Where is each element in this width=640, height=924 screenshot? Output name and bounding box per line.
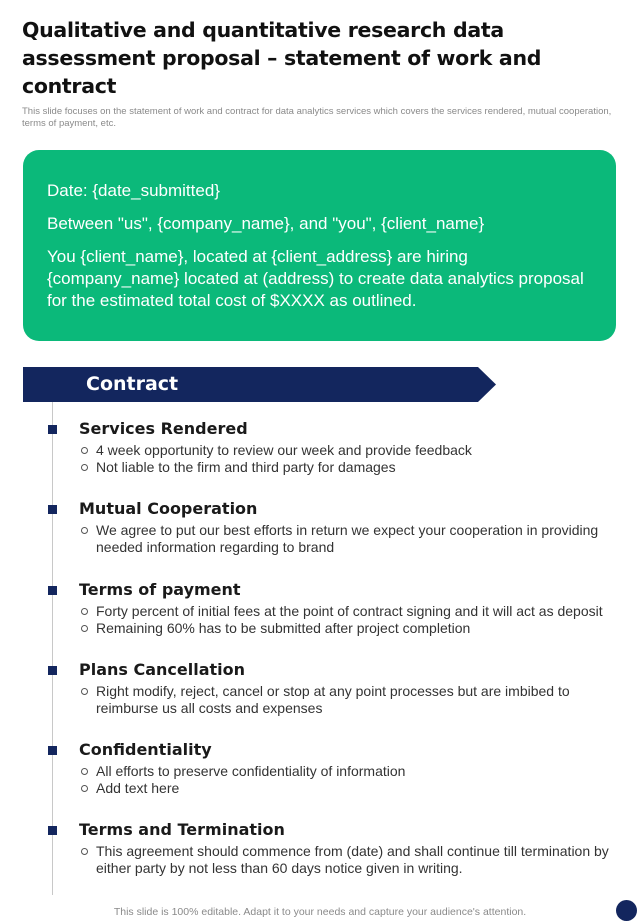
section-list [79, 522, 619, 556]
section-heading: Plans Cancellation [79, 660, 246, 679]
circle-bullet-icon [81, 464, 88, 471]
list-item-text: Add text here [96, 780, 180, 796]
section-heading: Terms and Termination [79, 820, 285, 839]
section-list [79, 442, 619, 476]
list-item-text: We agree to put our best efforts in return we expect your cooperation in providing needed information regarding to brand [96, 522, 599, 555]
circle-bullet-icon [81, 848, 88, 855]
section-marker [48, 746, 57, 755]
section-heading: Terms of payment [79, 580, 241, 599]
section-marker [48, 505, 57, 514]
circle-bullet-icon [81, 527, 88, 534]
list-item [79, 603, 619, 620]
section-marker [48, 826, 57, 835]
list-item [79, 763, 619, 780]
list-item [79, 780, 619, 797]
list-item [79, 620, 619, 637]
parties-line: Between "us", {company_name}, and "you", {client_name} [47, 214, 485, 233]
date-line: Date: {date_submitted} [47, 181, 220, 200]
section-heading: Confidentiality [79, 740, 212, 759]
circle-bullet-icon [81, 447, 88, 454]
list-item-text: Forty percent of initial fees at the point of contract signing and it will act as deposit [96, 603, 603, 619]
circle-bullet-icon [81, 688, 88, 695]
intro-body: You {client_name}, located at {client_address} are hiring {company_name} located at (address) to create data analytics proposal for the estimated total cost of $XXXX as outlined. [47, 247, 584, 310]
page-subtitle: This slide focuses on the statement of work and contract for data analytics services which covers the services rendered, mutual cooperation, terms of payment, etc. [22, 106, 612, 129]
section-heading: Mutual Cooperation [79, 499, 258, 518]
list-item-text: Right modify, reject, cancel or stop at any point processes but are imbibed to reimburse us all costs and expenses [96, 683, 570, 716]
corner-dot-icon [616, 900, 637, 921]
circle-bullet-icon [81, 608, 88, 615]
list-item-text: All efforts to preserve confidentiality of information [96, 763, 406, 779]
section-marker [48, 425, 57, 434]
list-item-text: Remaining 60% has to be submitted after project completion [96, 620, 471, 636]
list-item [79, 442, 619, 459]
page-title: Qualitative and quantitative research data assessment proposal – statement of work and contract [22, 18, 542, 98]
section-heading: Services Rendered [79, 419, 248, 438]
circle-bullet-icon [81, 785, 88, 792]
list-item [79, 683, 619, 717]
list-item [79, 843, 619, 877]
footer-note: This slide is 100% editable. Adapt it to your needs and capture your audience's attention. [113, 906, 527, 918]
circle-bullet-icon [81, 625, 88, 632]
section-marker [48, 586, 57, 595]
circle-bullet-icon [81, 768, 88, 775]
list-item [79, 459, 619, 476]
list-item-text: This agreement should commence from (date) and shall continue till termination by either party by not less than 60 days notice given in writing. [96, 843, 609, 876]
contract-banner-label: Contract [86, 373, 179, 395]
section-list [79, 763, 619, 797]
list-item-text: Not liable to the firm and third party for damages [96, 459, 396, 475]
section-list [79, 843, 619, 877]
list-item [79, 522, 619, 556]
section-list [79, 603, 619, 637]
section-list [79, 683, 619, 717]
intro-box [23, 150, 616, 341]
section-marker [48, 666, 57, 675]
list-item-text: 4 week opportunity to review our week and provide feedback [96, 442, 472, 458]
timeline-line [52, 402, 53, 895]
contract-banner [23, 367, 496, 402]
